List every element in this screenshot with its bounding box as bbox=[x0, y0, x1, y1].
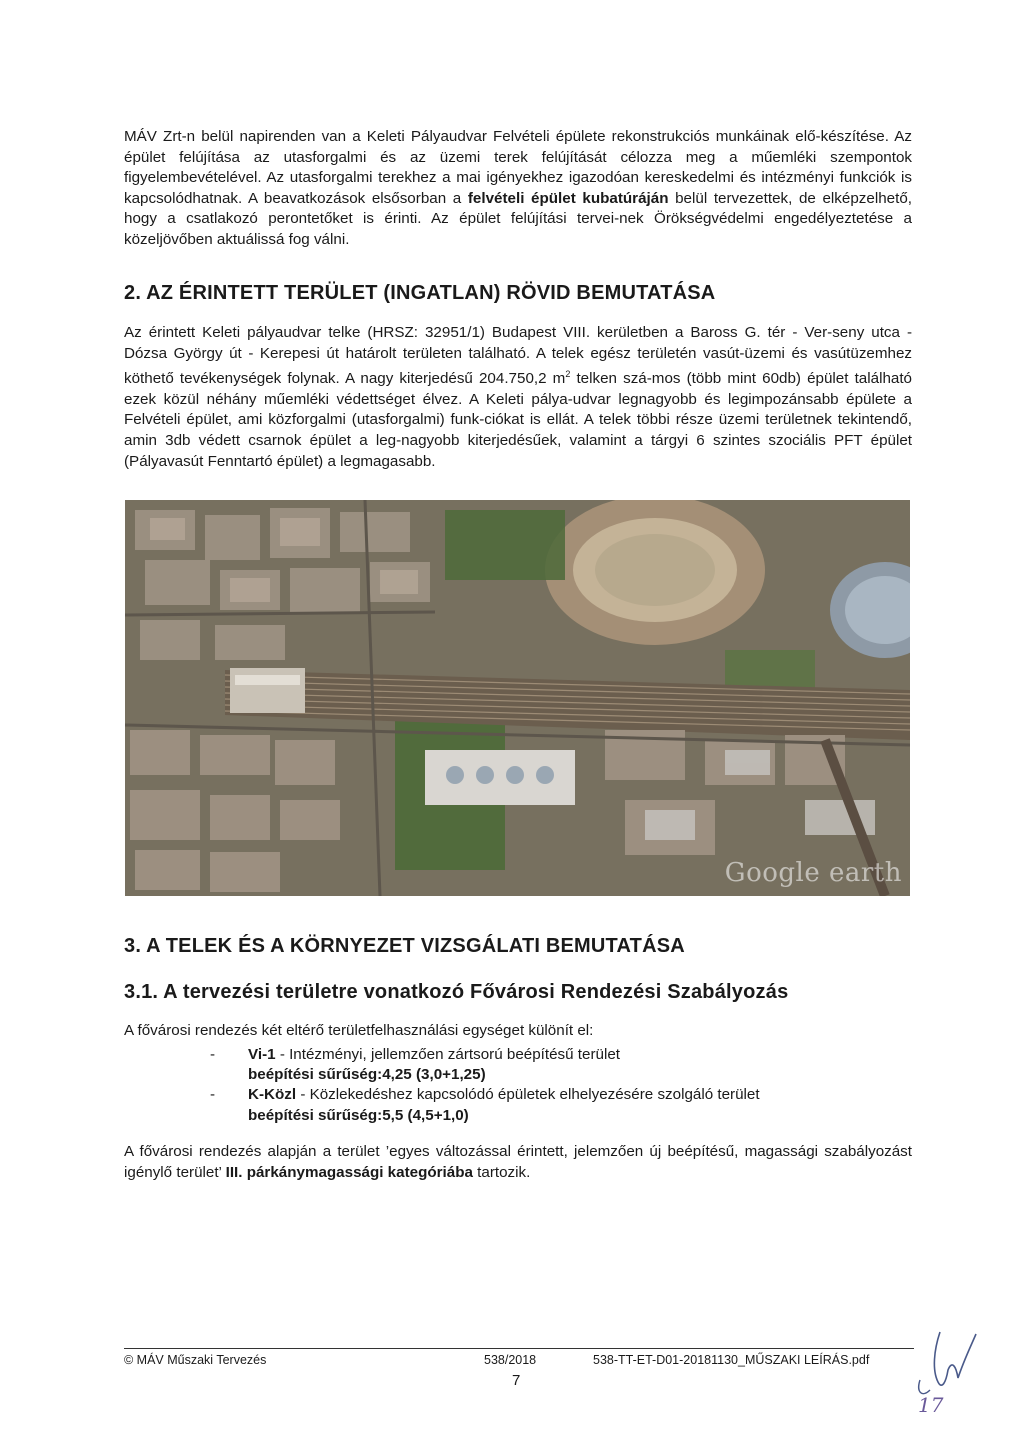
section-3-closing: A fővárosi rendezés alapján a terület ’egyes változással érintett, jelemzően új beépítésű, magassági szabályozást igénylő terület’ III. párkánymagassági kategóriába tartozik. bbox=[124, 1143, 912, 1181]
section-3-heading: 3. A TELEK ÉS A KÖRNYEZET VIZSGÁLATI BEMUTATÁSA bbox=[124, 935, 685, 957]
list-dash: - bbox=[210, 1086, 216, 1104]
section-2-heading: 2. AZ ÉRINTETT TERÜLET (INGATLAN) RÖVID BEMUTATÁSA bbox=[124, 282, 716, 304]
land-use-item bbox=[210, 1085, 930, 1125]
land-use-code: K-Közl bbox=[248, 1086, 297, 1104]
google-earth-watermark: Google earth bbox=[724, 858, 902, 888]
land-use-list bbox=[210, 1045, 930, 1126]
handwritten-signature bbox=[912, 1320, 1002, 1420]
footer-filename: 538-TT-ET-D01-20181130_MŰSZAKI LEÍRÁS.pdf bbox=[593, 1353, 870, 1367]
land-use-item bbox=[210, 1045, 930, 1085]
aerial-photo bbox=[125, 500, 910, 896]
section-3-1-heading: 3.1. A tervezési területre vonatkozó Fővárosi Rendezési Szabályozás bbox=[124, 981, 789, 1003]
footer-copyright: © MÁV Műszaki Tervezés bbox=[124, 1353, 267, 1367]
intro-paragraph: MÁV Zrt-n belül napirenden van a Keleti Pályaudvar Felvételi épülete rekonstrukciós munkáinak elő-készítése. Az épület felújítása az utasforgalmi és az üzemi terek felújítását célozza meg a műemléki szempontok figyelembevételével. Az utasforgalmi terekhez a mai igényekhez igazodóan kereskedelmi és intézményi funkciók is kapcsolódhatnak. A beavatkozások elsősorban a felvételi épület kubatúráján belül tervezettek, de elképzelhető, hogy a csatlakozó perontetőket is érinti. Az épület felújítási tervei-nek Örökségvédelmi engedélyeztetése a közeljövőben aktuálissá fog válni. bbox=[124, 128, 912, 248]
handwritten-page-number: 17 bbox=[918, 1393, 944, 1417]
section-3-lead: A fővárosi rendezés két eltérő területfelhasználási egységet különít el: bbox=[124, 1022, 594, 1039]
list-dash: - bbox=[210, 1046, 216, 1063]
land-use-description: - Közlekedéshez kapcsolódó épületek elhelyezésére szolgáló terület bbox=[296, 1086, 760, 1104]
page-number: 7 bbox=[512, 1372, 521, 1389]
section-2-paragraph: Az érintett Keleti pályaudvar telke (HRSZ: 32951/1) Budapest VIII. kerületben a Baross G. tér - Ver-seny utca - Dózsa György út - Kerepesi út határolt területen található. A telek egész területén vasút-üzemi és vasútüzemhez köthető tevékenységek folynak. A nagy kiterjedésű 204.750,2 $m^2$ telken szá-mos (több mint 60db) épület található ezek közül néhány műemléki védettséget élvez. A Keleti pálya-udvar legnagyobb és legimpozánsabb épülete a Felvételi épület, ami közforgalmi (utasforgalmi) funk-ciókat is ellát. A telek többi része üzemi területnek tekintendő, amin 3db védett csarnok épület a leg-nagyobb kiterjedésűek, valamint a tárgyi 6 szintes szociális PFT épület (Pályavasút Fenntartó épület) a legmagasabb. bbox=[124, 324, 913, 470]
footer-doc-number: 538/2018 bbox=[484, 1353, 537, 1367]
density-value: beépítési sűrűség:5,5 (4,5+1,0) bbox=[248, 1106, 469, 1124]
density-value: beépítési sűrűség:4,25 (3,0+1,25) bbox=[248, 1066, 486, 1084]
land-use-code: Vi-1 bbox=[248, 1046, 276, 1063]
land-use-description: - Intézményi, jellemzően zártsorú beépítésű terület bbox=[275, 1046, 621, 1063]
footer-rule bbox=[124, 1348, 914, 1349]
